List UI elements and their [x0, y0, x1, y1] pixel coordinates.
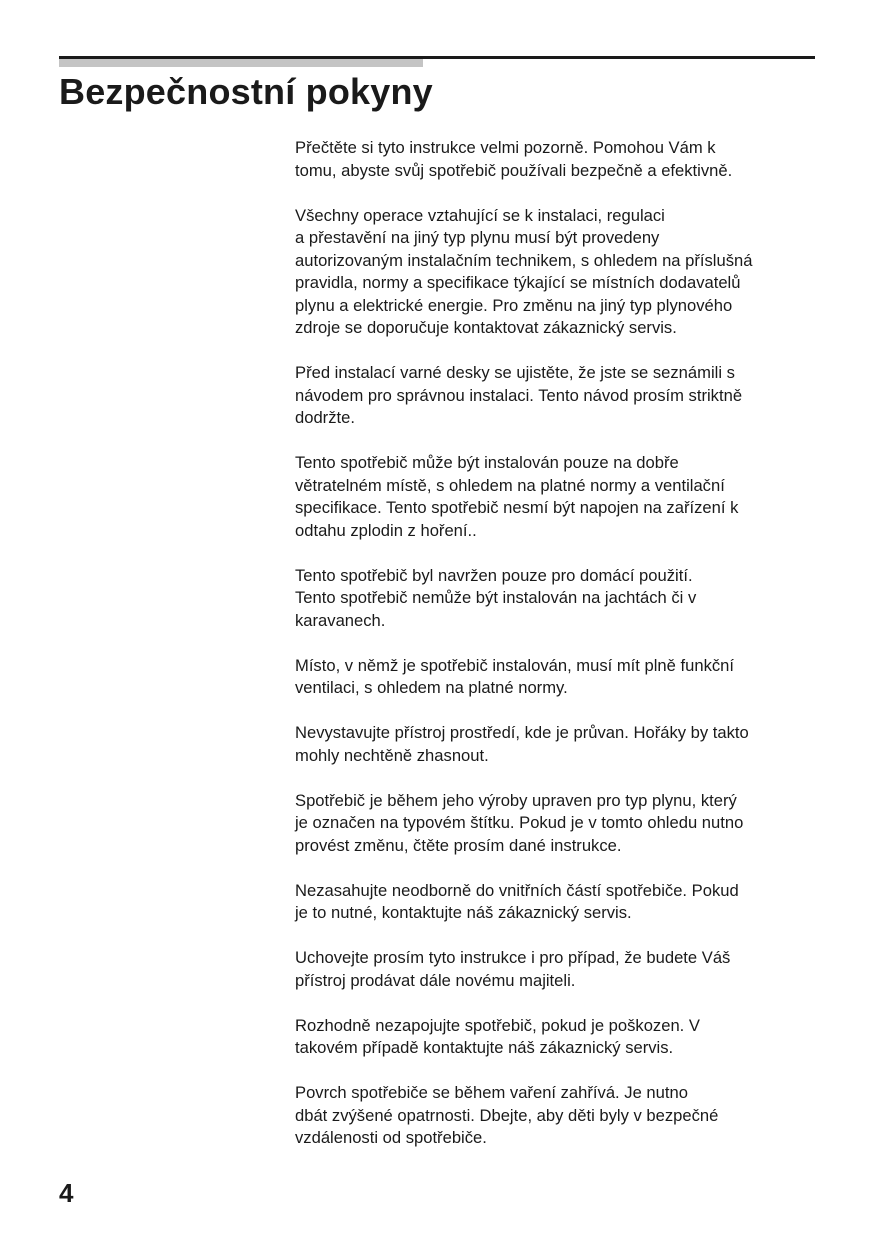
safety-instructions [295, 137, 835, 1172]
paragraph: Tento spotřebič byl navržen pouze pro domácí použití. Tento spotřebič nemůže být instalován na jachtách či v karavanech. [295, 565, 697, 630]
paragraph: Přečtěte si tyto instrukce velmi pozorně. Pomohou Vám k tomu, abyste svůj spotřebič používali bezpečně a efektivně. [295, 138, 733, 180]
paragraph: Před instalací varné desky se ujistěte, že jste se seznámili s návodem pro správnou instalaci. Tento návod prosím striktně dodržte. [295, 363, 743, 427]
page-number: 4 [59, 1178, 74, 1208]
paragraph: Místo, v němž je spotřebič instalován, musí mít plně funkční ventilaci, s ohledem na platné normy. [295, 655, 734, 697]
paragraph: Nezasahujte neodborně do vnitřních částí spotřebiče. Pokud je to nutné, kontaktujte náš zákaznický servis. [295, 880, 739, 922]
paragraph: Tento spotřebič může být instalován pouze na dobře větratelném místě, s ohledem na platné normy a ventilační specifikace. Tento spotřebič nesmí být napojen na zařízení k odtahu zplodin z hoření.. [295, 453, 739, 540]
page-title: Bezpečnostní pokyny [59, 71, 433, 112]
paragraph: Všechny operace vztahující se k instalaci, regulaci a přestavění na jiný typ plynu musí být provedeny autorizovaným instalačním technikem, s ohledem na příslušná pravidla, normy a specifikace týkající se místních dodavatelů plynu a elektrické energie. Pro změnu na jiný typ plynového zdroje se doporučuje kontaktovat zákaznický servis. [295, 205, 753, 337]
paragraph: Povrch spotřebiče se během vaření zahřívá. Je nutno dbát zvýšené opatrnosti. Dbejte, aby děti byly v bezpečné vzdálenosti od spotřebiče. [295, 1083, 719, 1147]
header-accent-bar [59, 59, 423, 67]
paragraph: Spotřebič je během jeho výroby upraven pro typ plynu, který je označen na typovém štítku. Pokud je v tomto ohledu nutno provést změnu, čtěte prosím dané instrukce. [295, 790, 744, 855]
paragraph: Rozhodně nezapojujte spotřebič, pokud je poškozen. V takovém případě kontaktujte náš zákaznický servis. [295, 1015, 700, 1057]
paragraph: Uchovejte prosím tyto instrukce i pro případ, že budete Váš přístroj prodávat dále novému majiteli. [295, 948, 731, 990]
paragraph: Nevystavujte přístroj prostředí, kde je průvan. Hořáky by takto mohly nechtěně zhasnout. [295, 723, 749, 765]
